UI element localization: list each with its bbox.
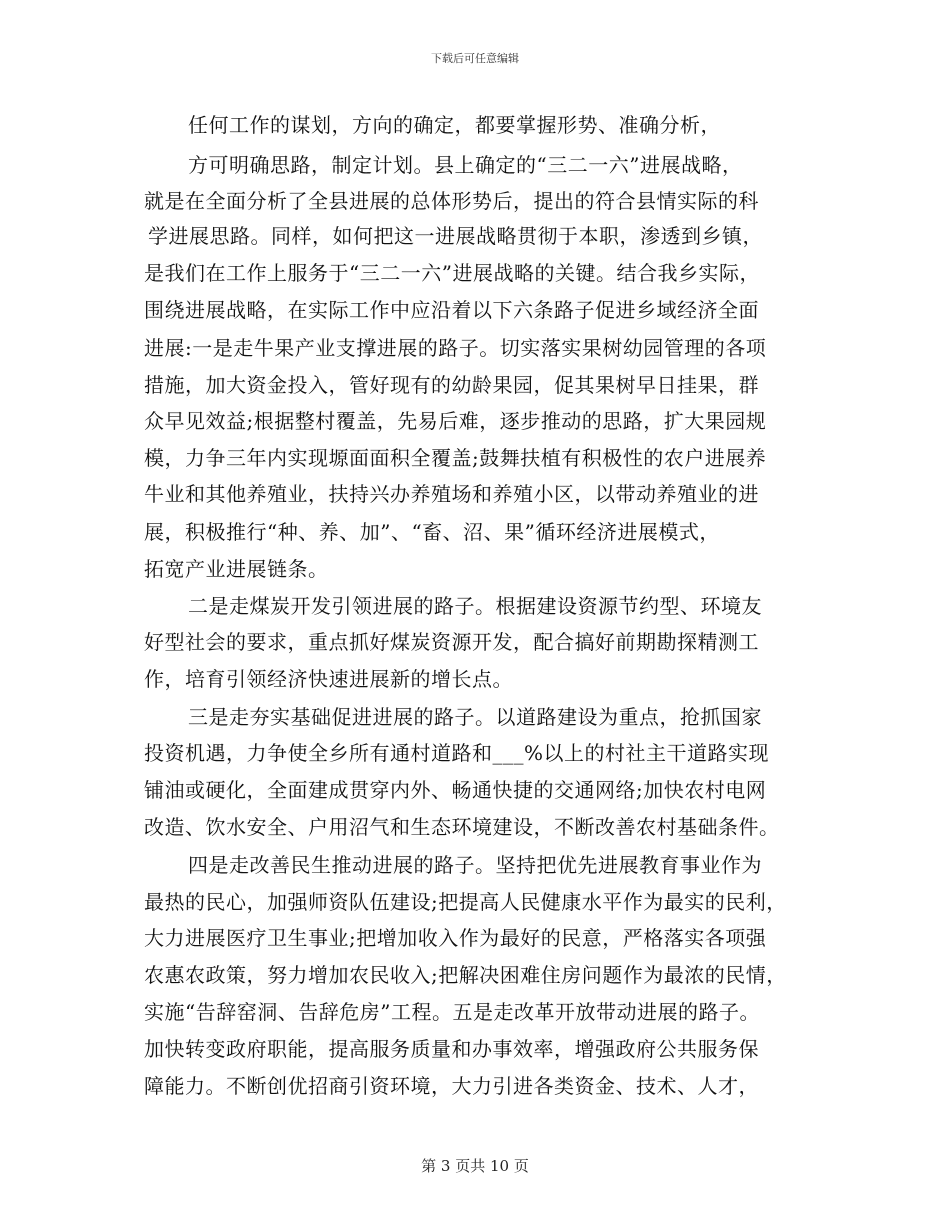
text-line: 展，积极推行“种、养、加”、“畜、沼、果”循环经济进展模式，: [144, 520, 720, 544]
text-line: 方可明确思路，制定计划。县上确定的“三二一六”进展战略，: [188, 153, 743, 177]
text-line: 障能力。不断创优招商引资环境，大力引进各类资金、技术、人才，: [144, 1074, 759, 1098]
text-line: 好型社会的要求，重点抓好煤炭资源开发，配合搞好前期勘探精测工: [144, 630, 759, 654]
text-line: 就是在全面分析了全县进展的总体形势后，提出的符合县情实际的科: [144, 189, 759, 213]
text-line: 投资机遇，力争使全乡所有通村道路和___%以上的村社主干道路实现: [144, 741, 770, 765]
text-line: 众早见效益;根据整村覆盖，先易后难，逐步推动的思路，扩大果园规: [144, 409, 767, 433]
text-line: 最热的民心，加强师资队伍建设;把提高人民健康水平作为最实的民利，: [144, 890, 787, 914]
text-line: 模，力争三年内实现塬面面积全覆盖;鼓舞扶植有积极性的农户进展养: [144, 446, 767, 470]
text-line: 学进展思路。同样，如何把这一进展战略贯彻于本职，渗透到乡镇，: [148, 224, 763, 248]
page-number: 第 3 页共 10 页: [421, 1157, 529, 1175]
text-line: 二是走煤炭开发引领进展的路子。根据建设资源节约型、环境友: [188, 594, 762, 618]
text-line: 四是走改善民生推动进展的路子。坚持把优先进展教育事业作为: [188, 853, 762, 877]
text-line: 作，培育引领经济快速进展新的增长点。: [144, 667, 513, 691]
text-line: 铺油或硬化，全面建成贯穿内外、畅通快捷的交通网络;加快农村电网: [144, 778, 767, 802]
text-line: 加快转变政府职能，提高服务质量和办事效率，增强政府公共服务保: [144, 1037, 759, 1061]
text-line: 措施，加大资金投入，管好现有的幼龄果园，促其果树早日挂果，群: [144, 373, 759, 397]
text-line: 三是走夯实基础促进进展的路子。以道路建设为重点，抢抓国家: [188, 705, 762, 729]
text-line: 改造、饮水安全、户用沼气和生态环境建设，不断改善农村基础条件。: [144, 815, 780, 839]
text-line: 是我们在工作上服务于“三二一六”进展战略的关键。结合我乡实际，: [144, 261, 760, 285]
text-line: 进展:一是走牛果产业支撑进展的路子。切实落实果树幼园管理的各项: [144, 336, 767, 360]
text-line: 农惠农政策，努力增加农民收入;把解决困难住房问题作为最浓的民情，: [144, 963, 787, 987]
text-line: 牛业和其他养殖业，扶持兴办养殖场和养殖小区，以带动养殖业的进: [144, 482, 759, 506]
text-line: 拓宽产业进展链条。: [144, 557, 329, 581]
text-line: 任何工作的谋划，方向的确定，都要掌握形势、准确分析，: [188, 113, 721, 137]
text-line: 围绕进展战略，在实际工作中应沿着以下六条路子促进乡域经济全面: [144, 298, 759, 322]
text-line: 实施“告辞窑洞、告辞危房”工程。五是走改革开放带动进展的路子。: [144, 1000, 760, 1024]
text-line: 大力进展医疗卫生事业;把增加收入作为最好的民意，严格落实各项强: [144, 926, 767, 950]
page-header: 下载后可任意编辑: [431, 52, 519, 65]
